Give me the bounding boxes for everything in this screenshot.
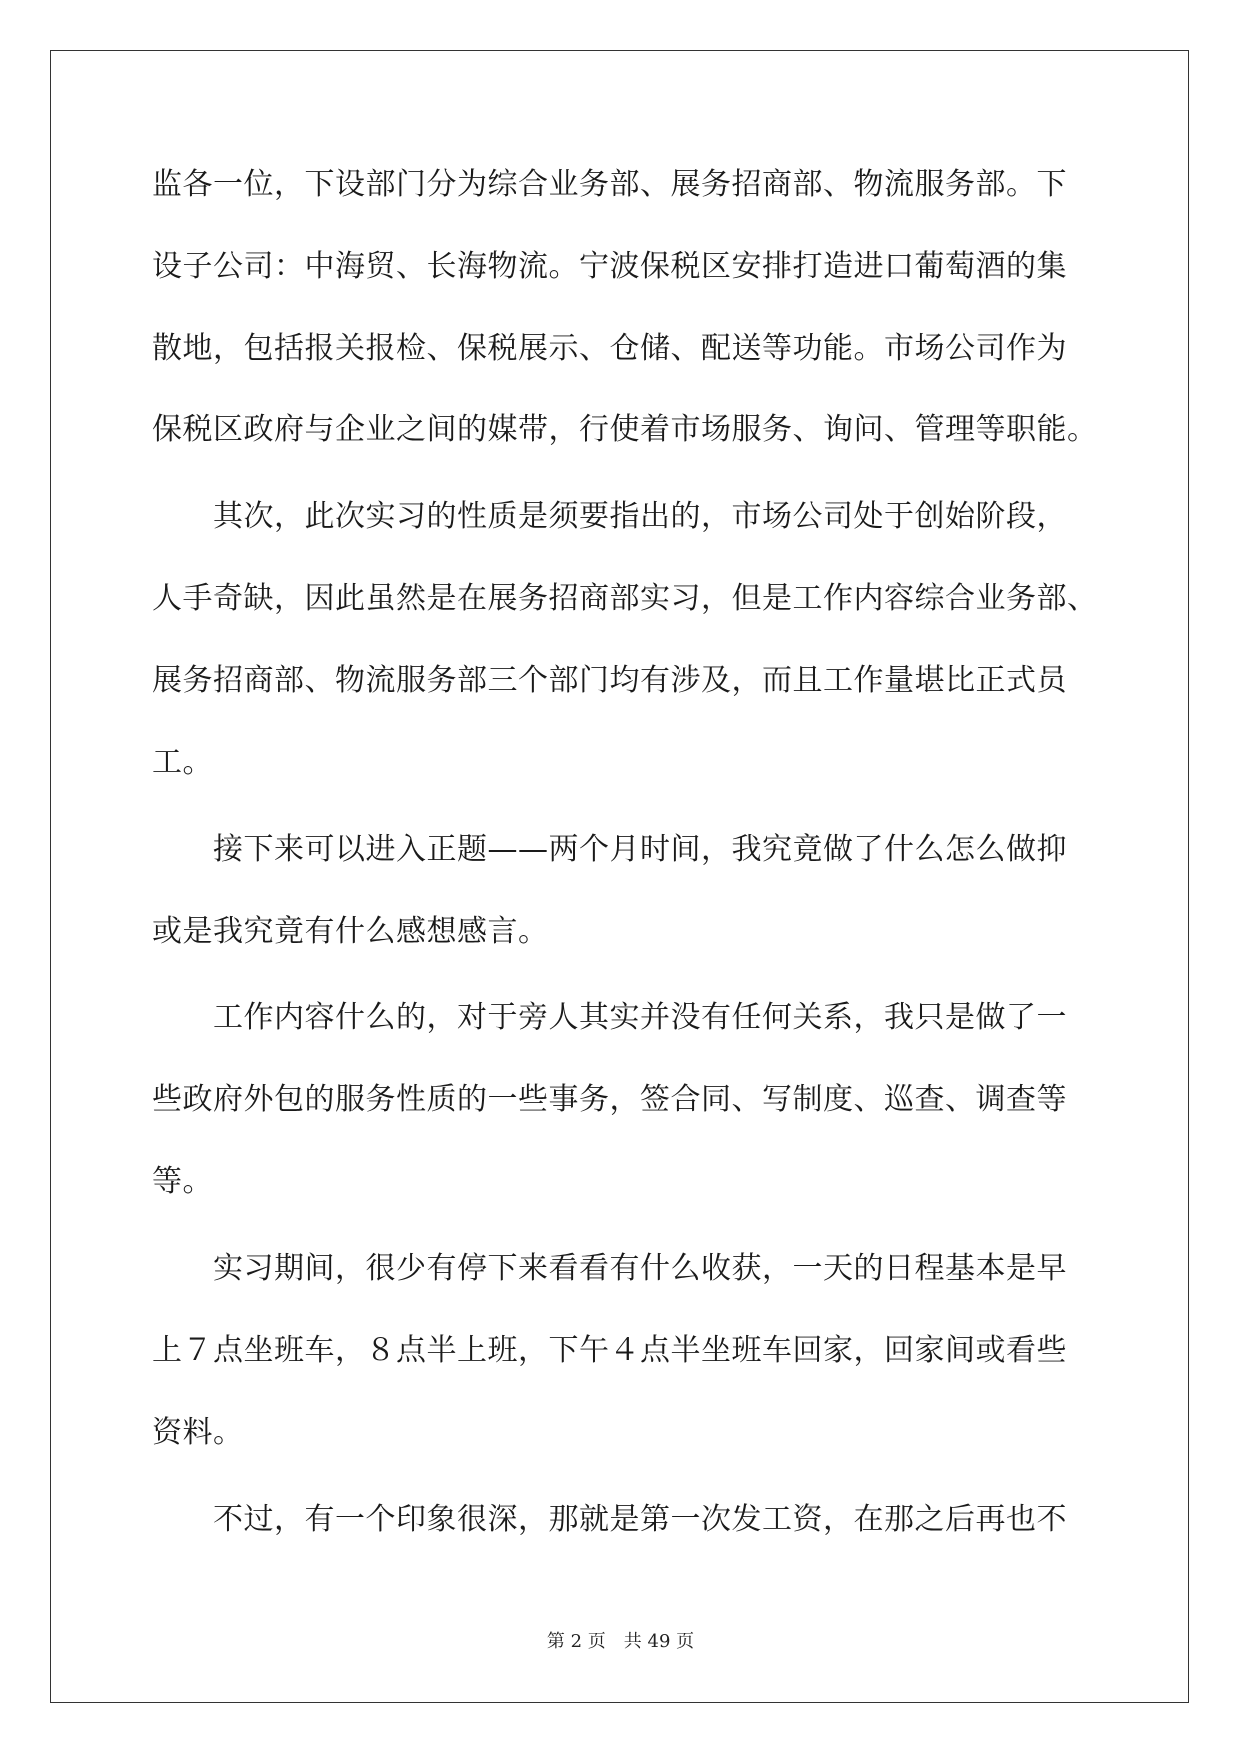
text-line: 资料。 <box>152 1415 244 1450</box>
page-number-footer: 第 2 页 共 49 页 <box>546 1631 695 1652</box>
page-frame <box>50 50 1189 1703</box>
text-line: 或是我究竟有什么感想感言。 <box>152 914 549 949</box>
text-line: 不过，有一个印象很深，那就是第一次发工资，在那之后再也不 <box>152 1502 1067 1537</box>
text-line: 些政府外包的服务性质的一些事务，签合同、写制度、巡查、调查等 <box>152 1082 1067 1117</box>
text-line: 工。 <box>152 745 213 780</box>
text-line: 其次，此次实习的性质是须要指出的，市场公司处于创始阶段， <box>152 499 1067 534</box>
text-line: 接下来可以进入正题——两个月时间，我究竟做了什么怎么做抑 <box>152 832 1067 867</box>
text-line: 展务招商部、物流服务部三个部门均有涉及，而且工作量堪比正式员 <box>152 663 1067 698</box>
text-line: 监各一位，下设部门分为综合业务部、展务招商部、物流服务部。下 <box>152 167 1067 202</box>
text-line: 上７点坐班车，８点半上班，下午４点半坐班车回家，回家间或看些 <box>152 1333 1067 1368</box>
text-line: 等。 <box>152 1164 213 1199</box>
text-line: 人手奇缺，因此虽然是在展务招商部实习，但是工作内容综合业务部、 <box>152 581 1098 616</box>
text-line: 散地，包括报关报检、保税展示、仓储、配送等功能。市场公司作为 <box>152 331 1067 366</box>
text-line: 实习期间，很少有停下来看看有什么收获，一天的日程基本是早 <box>152 1251 1067 1286</box>
text-line: 工作内容什么的，对于旁人其实并没有任何关系，我只是做了一 <box>152 1000 1067 1035</box>
text-line: 保税区政府与企业之间的媒带，行使着市场服务、询问、管理等职能。 <box>152 412 1098 447</box>
text-line: 设子公司：中海贸、长海物流。宁波保税区安排打造进口葡萄酒的集 <box>152 249 1067 284</box>
